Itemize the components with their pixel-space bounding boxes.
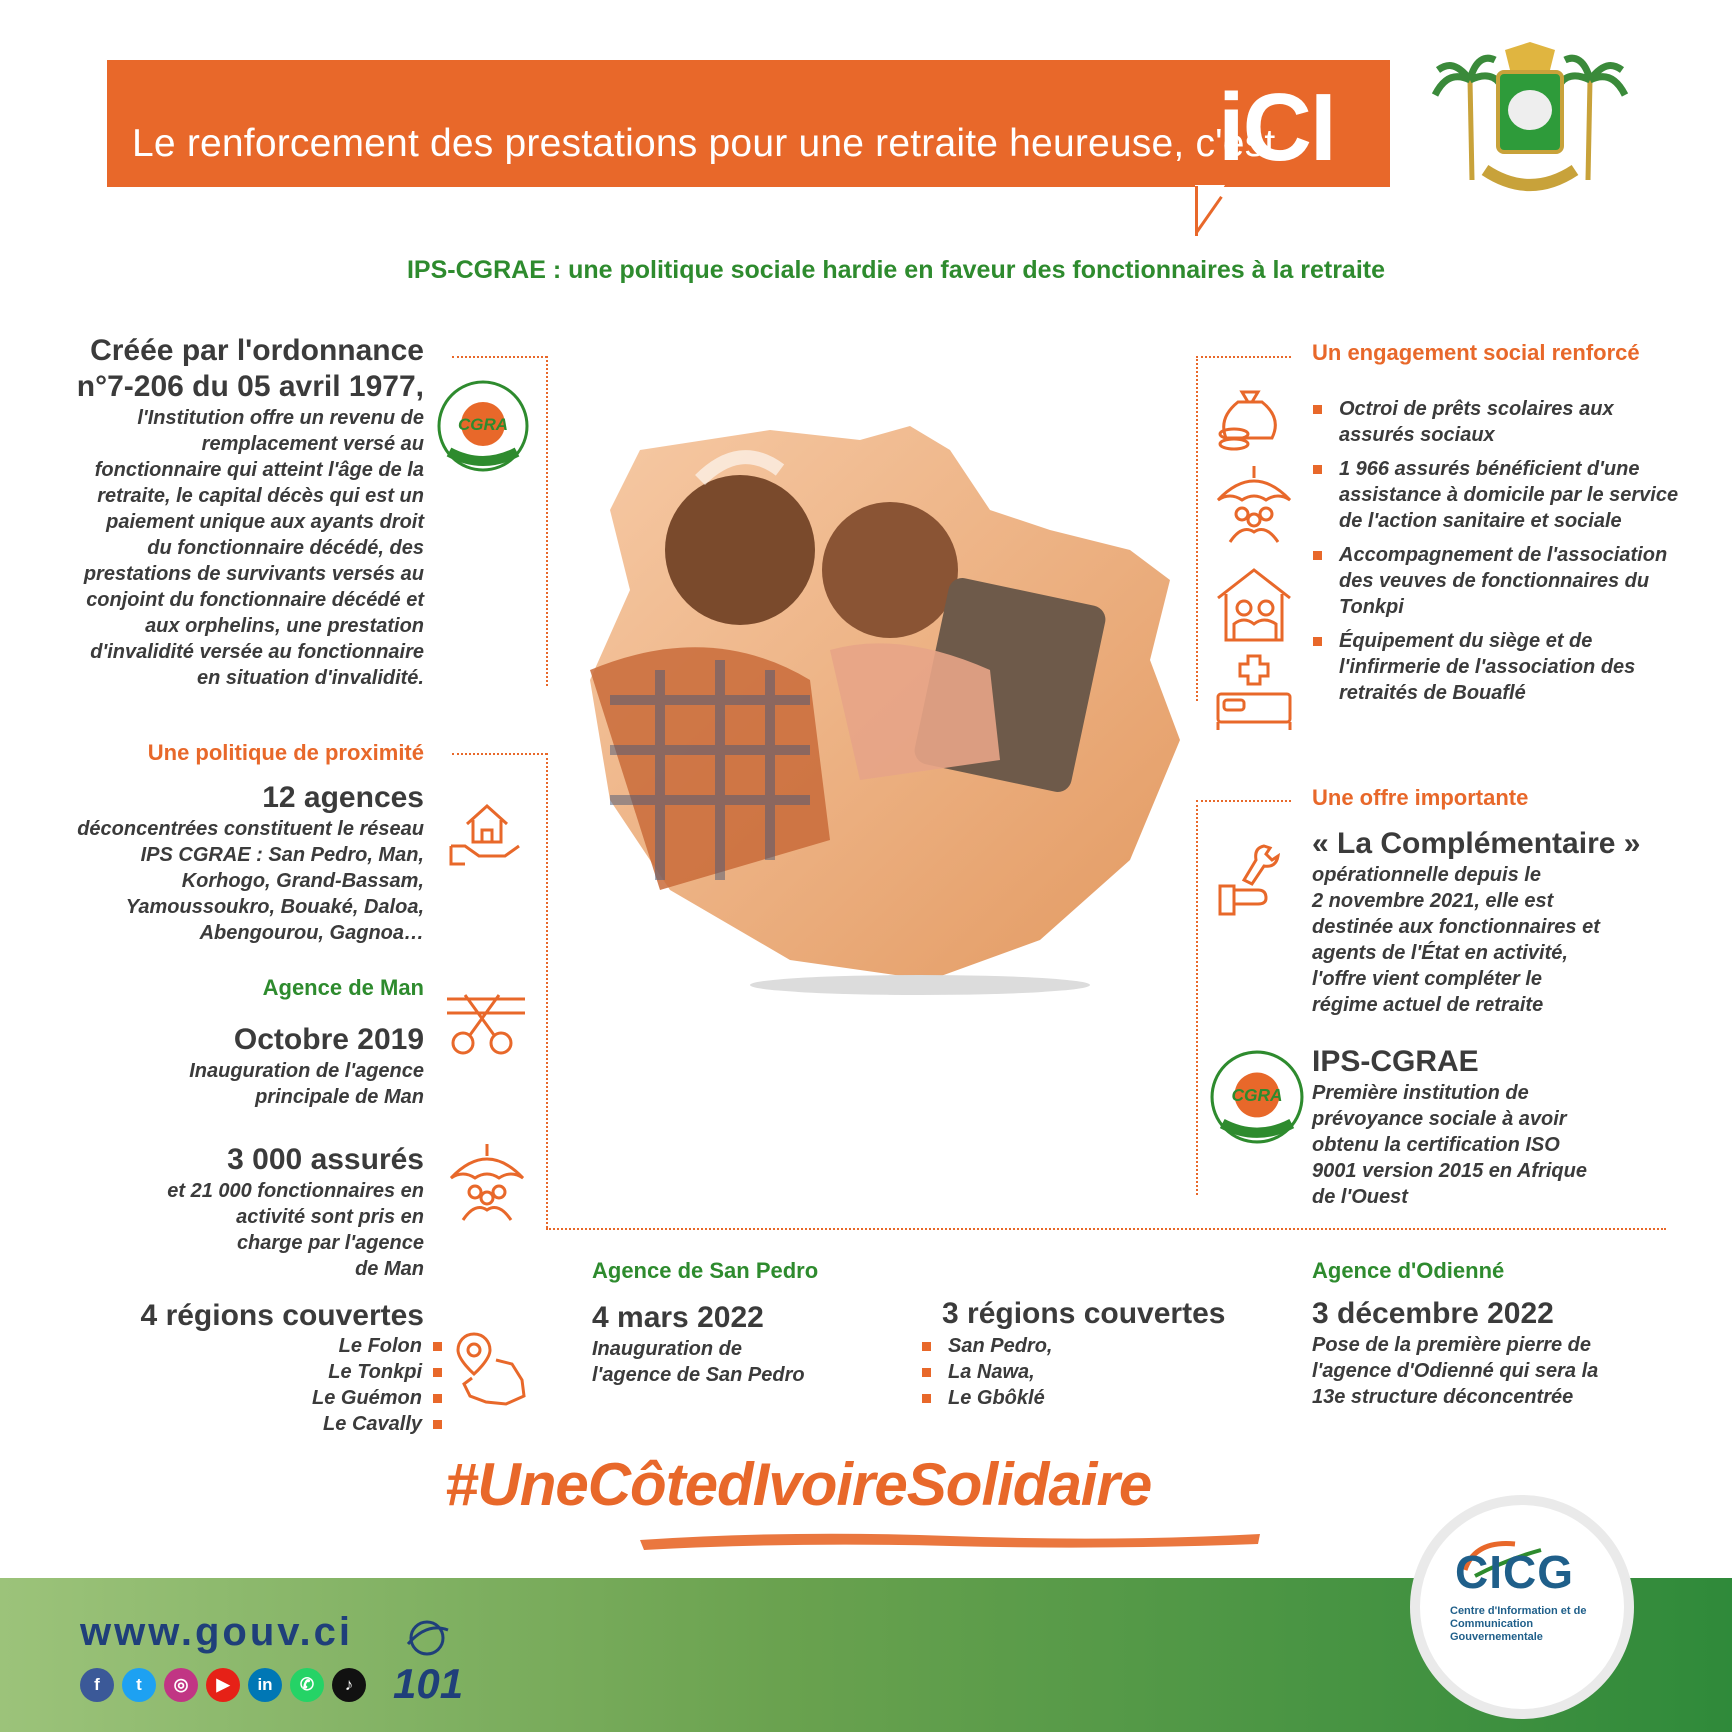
palm-tree-left-icon (1435, 58, 1502, 180)
social-icons (80, 1668, 366, 1702)
intro-line: prestations de survivants versés au (83, 563, 424, 585)
list-item: Le Tonkpi (120, 1359, 442, 1385)
ribbon-icon (1485, 170, 1575, 185)
complementaire-text (1312, 862, 1692, 1018)
intro-text (40, 405, 424, 691)
intro-line: d'invalidité versée au fonctionnaire (90, 641, 424, 663)
list-item: 1 966 assurés bénéficient d'une assistance à domicile par le service de l'action sanitaire et sociale (1313, 456, 1683, 534)
page-subtitle: IPS-CGRAE : une politique sociale hardie en faveur des fonctionnaires à la retraite (406, 256, 1386, 284)
regions3-section (942, 1296, 1242, 1332)
agences-line: Korhogo, Grand-Bassam, (181, 870, 424, 892)
sanpedro-line: l'agence de San Pedro (592, 1364, 805, 1386)
banner-text: Le renforcement des prestations pour une retraite heureuse, c'est (132, 122, 1276, 165)
regions3-list (922, 1333, 1222, 1411)
phone-globe-icon (402, 1618, 452, 1658)
intro-line: l'Institution offre un revenu de (137, 407, 424, 429)
ips-text (1312, 1080, 1692, 1210)
elephant-icon (1508, 90, 1552, 130)
sanpedro-date: 4 mars 2022 (592, 1301, 764, 1334)
odienne-line: 13e structure déconcentrée (1312, 1386, 1574, 1408)
cgrae-logo (1210, 1050, 1304, 1144)
sun-icon (1505, 42, 1555, 70)
family-home-icon (1212, 562, 1296, 646)
coat-of-arms-logo (1430, 40, 1630, 210)
list-item: San Pedro, (922, 1333, 1222, 1359)
man-title: Agence de Man (262, 975, 424, 1000)
phone-number: 101 (393, 1660, 464, 1707)
umbrella-people-icon (1212, 462, 1296, 546)
assures-section (40, 1142, 424, 1282)
list-item: Le Cavally (120, 1411, 442, 1437)
ips-line: prévoyance sociale à avoir (1312, 1108, 1567, 1130)
intro-line: paiement unique aux ayants droit (106, 511, 424, 533)
svg-text:CGRA: CGRA (457, 415, 509, 434)
sanpedro-text (592, 1336, 892, 1388)
regions-section (40, 1298, 424, 1334)
odienne-text (1312, 1332, 1702, 1410)
complementaire-title: « La Complémentaire » (1312, 827, 1641, 860)
youtube-icon[interactable]: ▶ (206, 1668, 240, 1702)
list-item: Le Folon (120, 1333, 442, 1359)
twitter-icon[interactable]: t (122, 1668, 156, 1702)
intro-title-1: Créée par l'ordonnance (90, 334, 424, 367)
house-hand-icon (445, 790, 527, 872)
regions3-title: 3 régions couvertes (942, 1297, 1226, 1330)
ips-title: IPS-CGRAE (1312, 1045, 1479, 1078)
intro-line: remplacement versé au (201, 433, 424, 455)
ips-line: 9001 version 2015 en Afrique (1312, 1160, 1587, 1182)
intro-line: conjoint du fonctionnaire décédé et (86, 589, 424, 611)
banner-ici: iCI (1218, 74, 1335, 181)
agences-section (40, 780, 424, 946)
dashed-connector (1196, 800, 1198, 1195)
engagement-list (1313, 396, 1683, 714)
complementaire-section (1312, 826, 1692, 1018)
assures-title: 3 000 assurés (227, 1143, 424, 1176)
hand-wrench-icon (1214, 838, 1294, 918)
complementaire-line: 2 novembre 2021, elle est (1312, 890, 1554, 912)
intro-line: fonctionnaire qui atteint l'âge de la (94, 459, 424, 481)
complementaire-line: agents de l'État en activité, (1312, 942, 1568, 964)
odienne-title: Agence d'Odienné (1312, 1258, 1505, 1283)
assures-line: de Man (355, 1258, 424, 1280)
man-section (40, 1022, 424, 1110)
proximite-title: Une politique de proximité (147, 740, 424, 765)
regions-title: 4 régions couvertes (140, 1299, 424, 1332)
ips-section (1312, 1044, 1692, 1210)
complementaire-line: régime actuel de retraite (1312, 994, 1544, 1016)
dashed-connector (1196, 800, 1291, 802)
dashed-connector (1196, 356, 1198, 701)
sanpedro-title: Agence de San Pedro (592, 1258, 819, 1283)
complementaire-line: l'offre vient compléter le (1312, 968, 1543, 990)
agences-line: IPS CGRAE : San Pedro, Man, (140, 844, 424, 866)
complementaire-line: opérationnelle depuis le (1312, 864, 1541, 886)
odienne-date: 3 décembre 2022 (1312, 1297, 1554, 1330)
intro-line: en situation d'invalidité. (196, 667, 424, 689)
ips-line: Première institution de (1312, 1082, 1529, 1104)
hashtag: #UneCôtedIvoireSolidaire (445, 1451, 1152, 1518)
list-item: Accompagnement de l'association des veuves de fonctionnaires du Tonkpi (1313, 542, 1683, 620)
dashed-connector (546, 356, 548, 686)
intro-line: du fonctionnaire décédé, des (147, 537, 424, 559)
agences-line: Abengourou, Gagnoa… (199, 922, 424, 944)
assures-line: activité sont pris en (236, 1206, 424, 1228)
list-item: Octroi de prêts scolaires aux assurés sociaux (1313, 396, 1683, 448)
regions-list (120, 1333, 442, 1437)
man-text (40, 1058, 424, 1110)
ips-line: obtenu la certification ISO (1312, 1134, 1560, 1156)
odienne-section (1312, 1296, 1702, 1410)
money-bag-icon (1212, 378, 1288, 454)
offre-title: Une offre importante (1312, 785, 1529, 810)
man-date: Octobre 2019 (233, 1023, 424, 1056)
dashed-connector (1196, 356, 1291, 358)
intro-section (40, 333, 424, 691)
cicg-name: CICG (1455, 1546, 1574, 1598)
assures-line: charge par l'agence (236, 1232, 424, 1254)
odienne-line: Pose de la première pierre de (1312, 1334, 1592, 1356)
agences-line: déconcentrées constituent le réseau (77, 818, 424, 840)
assures-text (40, 1178, 424, 1282)
agences-count: 12 agences (262, 781, 424, 814)
whatsapp-icon[interactable]: ✆ (290, 1668, 324, 1702)
facebook-icon[interactable]: f (80, 1668, 114, 1702)
assures-line: et 21 000 fonctionnaires en (167, 1180, 424, 1202)
list-item: Le Guémon (120, 1385, 442, 1411)
list-item: La Nawa, (922, 1359, 1222, 1385)
brush-stroke (640, 1528, 1260, 1550)
retired-couple-photo (570, 420, 1190, 1000)
odienne-line: l'agence d'Odienné qui sera la (1312, 1360, 1599, 1382)
intro-title-2: n°7-206 du 05 avril 1977, (76, 370, 424, 403)
ribbon-cutting-icon (443, 975, 529, 1061)
cicg-full-name: Centre d'Information et de Communication Gouvernementale (1450, 1605, 1587, 1643)
dashed-connector (452, 356, 547, 358)
ips-line: de l'Ouest (1312, 1186, 1408, 1208)
man-line: principale de Man (255, 1086, 424, 1108)
list-item: Équipement du siège et de l'infirmerie de l'association des retraités de Bouaflé (1313, 628, 1683, 706)
sanpedro-line: Inauguration de (592, 1338, 742, 1360)
dashed-connector (452, 753, 547, 755)
tiktok-icon[interactable]: ♪ (332, 1668, 366, 1702)
map-pin-icon (452, 1330, 532, 1410)
umbrella-people-icon (445, 1140, 529, 1224)
palm-tree-right-icon (1558, 58, 1625, 180)
list-item: Le Gbôklé (922, 1385, 1222, 1411)
dashed-connector (546, 753, 548, 1228)
agences-line: Yamoussoukro, Bouaké, Daloa, (125, 896, 424, 918)
hospital-bed-icon (1212, 650, 1296, 734)
website-link[interactable]: www.gouv.ci (80, 1610, 354, 1654)
intro-line: aux orphelins, une prestation (145, 615, 424, 637)
cgrae-logo (437, 380, 529, 472)
dashed-connector (546, 1228, 1666, 1230)
intro-line: retraite, le capital décès qui est un (97, 485, 424, 507)
agences-text (40, 816, 424, 946)
sanpedro-section (592, 1300, 892, 1388)
engagement-title: Un engagement social renforcé (1312, 340, 1640, 365)
svg-text:CGRA: CGRA (1231, 1085, 1283, 1106)
man-line: Inauguration de l'agence (189, 1060, 424, 1082)
complementaire-line: destinée aux fonctionnaires et (1312, 916, 1600, 938)
linkedin-icon[interactable]: in (248, 1668, 282, 1702)
instagram-icon[interactable]: ◎ (164, 1668, 198, 1702)
